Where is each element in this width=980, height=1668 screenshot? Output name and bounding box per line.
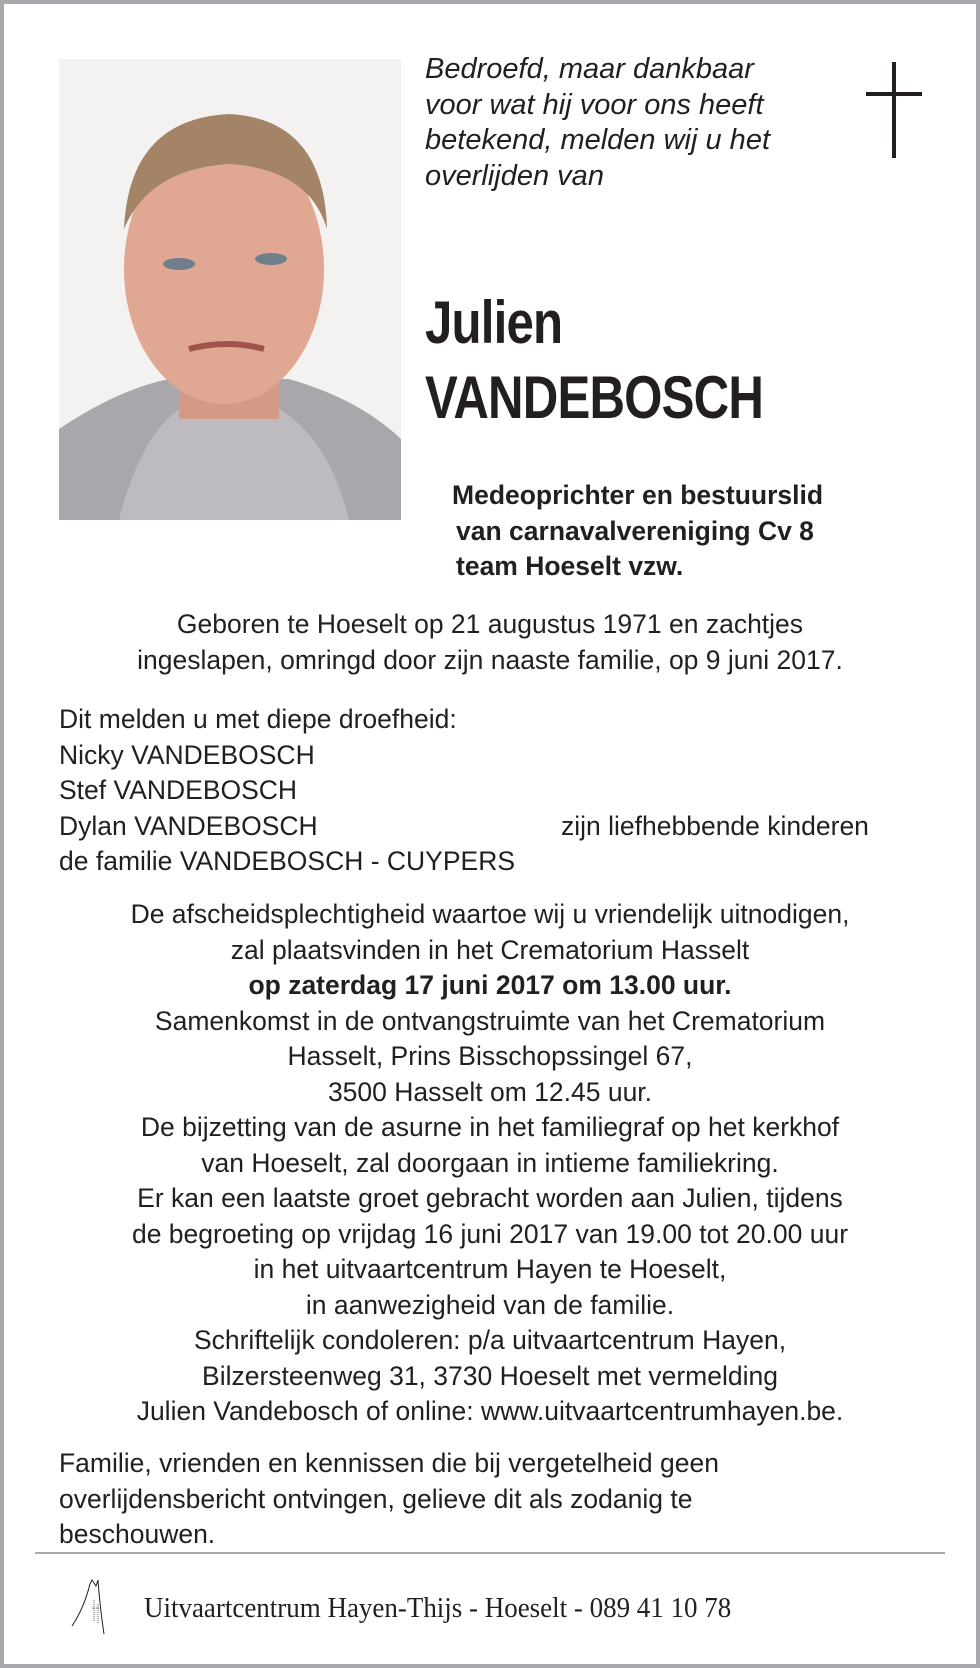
footer-divider bbox=[35, 1552, 945, 1554]
cross-icon bbox=[866, 62, 922, 158]
children-note: zijn liefhebbende kinderen bbox=[561, 810, 869, 841]
ceremony-date: op zaterdag 17 juni 2017 om 13.00 uur. bbox=[248, 970, 732, 1000]
closing-paragraph bbox=[59, 1446, 921, 1553]
family-member: de familie VANDEBOSCH - CUYPERS bbox=[59, 846, 516, 876]
ceremony-paragraph bbox=[59, 897, 921, 1430]
ceremony-line: Schriftelijk condoleren: p/a uitvaartcentrum Hayen, bbox=[193, 1325, 787, 1355]
family-heading: Dit melden u met diepe droefheid: bbox=[59, 704, 457, 734]
ceremony-line: de begroeting op vrijdag 16 juni 2017 van 19.00 tot 20.00 uur bbox=[131, 1218, 849, 1249]
family-member: Nicky VANDEBOSCH bbox=[59, 739, 315, 770]
ceremony-line: 3500 Hasselt om 12.45 uur. bbox=[327, 1076, 653, 1107]
deceased-name bbox=[425, 285, 763, 435]
birth-line: Geboren te Hoeselt op 21 augustus 1971 en zachtjes bbox=[176, 609, 804, 639]
intro-line: betekend, melden wij u het bbox=[425, 124, 770, 156]
portrait-photo bbox=[59, 59, 401, 520]
ceremony-line: De bijzetting van de asurne in het familiegraf op het kerkhof bbox=[140, 1112, 840, 1142]
ceremony-line: in het uitvaartcentrum Hayen te Hoeselt, bbox=[253, 1254, 727, 1284]
family-member: Stef VANDEBOSCH bbox=[59, 775, 298, 805]
footer bbox=[70, 1578, 775, 1638]
first-name: Julien bbox=[425, 289, 563, 356]
closing-line: overlijdensbericht ontvingen, gelieve dit als zodanig te bbox=[59, 1483, 693, 1514]
footer-text: Uitvaartcentrum Hayen-Thijs - Hoeselt - 089 41 10 78 bbox=[144, 1591, 732, 1624]
ceremony-line: Er kan een laatste groet gebracht worden aan Julien, tijdens bbox=[137, 1183, 843, 1213]
birth-line: ingeslapen, omringd door zijn naaste familie, op 9 juni 2017. bbox=[137, 644, 843, 675]
intro-line: overlijden van bbox=[425, 159, 604, 192]
closing-line: beschouwen. bbox=[59, 1519, 216, 1549]
intro-line: Bedroefd, maar dankbaar bbox=[425, 53, 754, 85]
last-name: VANDEBOSCH bbox=[425, 364, 764, 431]
ceremony-line: in aanwezigheid van de familie. bbox=[305, 1289, 675, 1320]
closing-line: Familie, vrienden en kennissen die bij vergetelheid geen bbox=[59, 1448, 719, 1478]
ceremony-line: Julien Vandebosch of online: www.uitvaartcentrumhayen.be. bbox=[136, 1396, 844, 1426]
ceremony-line: Bilzersteenweg 31, 3730 Hoeselt met vermelding bbox=[202, 1360, 778, 1391]
role-line: van carnavalvereniging Cv 8 bbox=[456, 515, 814, 546]
funeral-home-logo-icon bbox=[70, 1578, 120, 1638]
ceremony-line: De afscheidsplechtigheid waartoe wij u vriendelijk uitnodigen, bbox=[130, 899, 850, 929]
ceremony-line: zal plaatsvinden in het Crematorium Hasselt bbox=[230, 934, 750, 965]
ceremony-line: Hasselt, Prins Bisschopssingel 67, bbox=[287, 1041, 693, 1071]
role-line: Medeoprichter en bestuurslid bbox=[452, 480, 824, 510]
intro-text bbox=[425, 52, 770, 194]
birth-paragraph bbox=[59, 607, 921, 678]
ceremony-line: van Hoeselt, zal doorgaan in intieme familiekring. bbox=[201, 1147, 779, 1178]
family-member: Dylan VANDEBOSCH bbox=[59, 810, 318, 841]
ceremony-line: Samenkomst in de ontvangstruimte van het Crematorium bbox=[154, 1005, 826, 1036]
intro-line: voor wat hij voor ons heeft bbox=[425, 88, 764, 121]
family-list bbox=[59, 702, 921, 880]
role-text bbox=[452, 478, 823, 585]
role-line: team Hoeselt vzw. bbox=[456, 551, 684, 581]
